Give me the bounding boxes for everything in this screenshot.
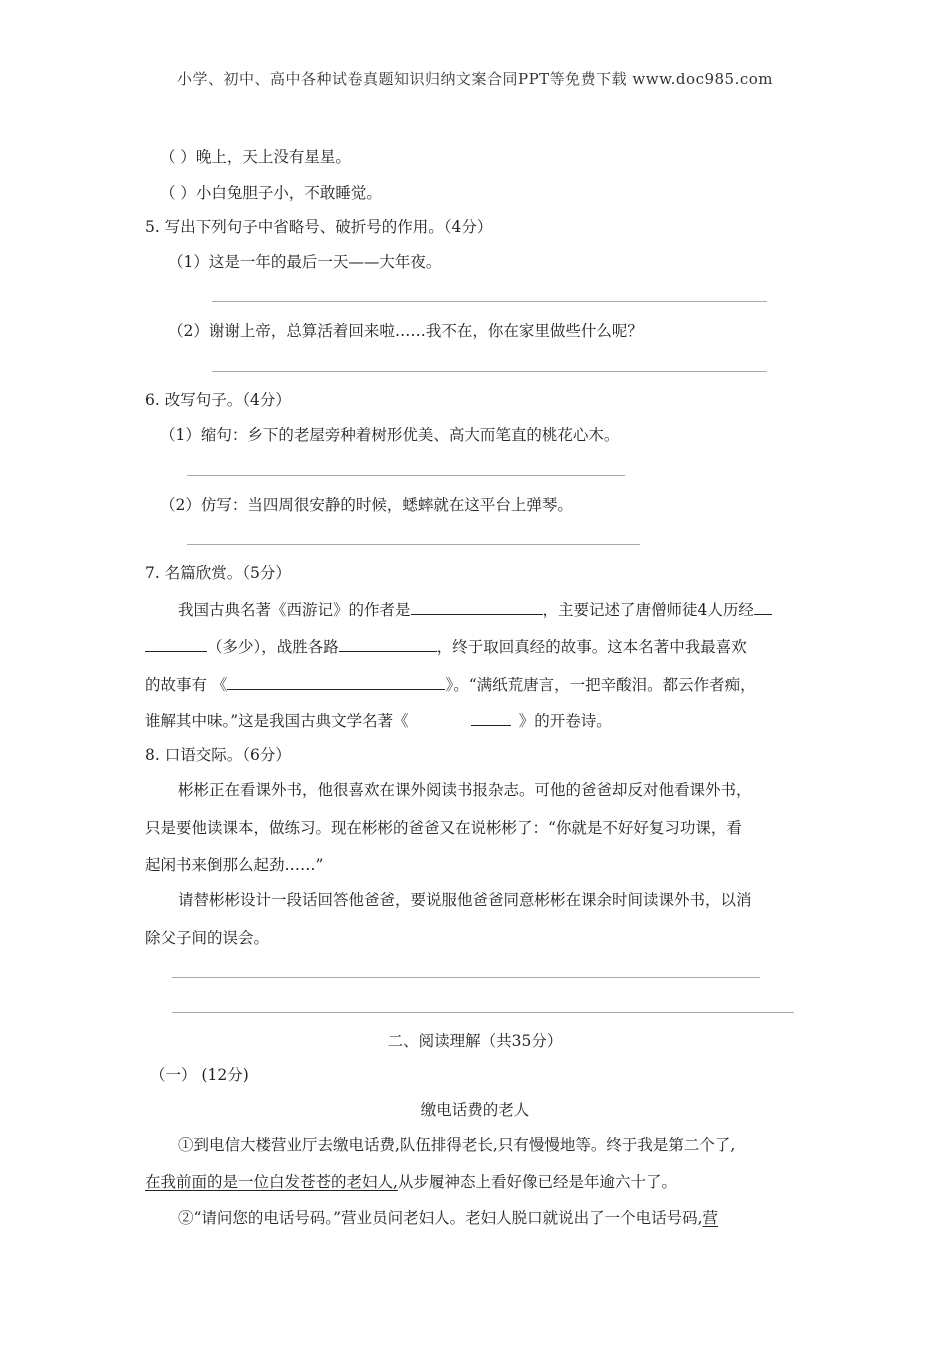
q8-para2-line-1: 请替彬彬设计一段话回答他爸爸，要说服他爸爸同意彬彬在课余时间读课外书，以消 (178, 891, 752, 909)
q8-para1-line-2: 只是要他读课本，做练习。现在彬彬的爸爸又在说彬彬了：“你就是不好好复习功课，看 (145, 819, 742, 837)
q5-title: 5. 写出下列句子中省略号、破折号的作用。（4分） (145, 218, 493, 236)
q7-title: 7. 名篇欣赏。（5分） (145, 564, 291, 582)
q4-item-2: （ ）小白兔胆子小，不敢睡觉。 (160, 184, 382, 202)
q8-answer-line-2 (172, 1012, 794, 1013)
q7-line-1-start: 我国古典名著《西游记》的作者是 (178, 601, 411, 619)
part-one-label: （一） (12分) (150, 1066, 249, 1084)
q8-para2-line-2: 除父子间的误会。 (145, 929, 270, 947)
q7-line-4-end: 》的开卷诗。 (518, 712, 612, 730)
page-header: 小学、初中、高中各种试卷真题知识归纳文案合同PPT等免费下载 www.doc985.com (176, 70, 774, 88)
q6-answer-line-1 (187, 475, 625, 476)
q8-answer-line-1 (172, 977, 760, 978)
q5-item-2: （2）谢谢上帝，总算活着回来啦……我不在，你在家里做些什么呢？ (168, 322, 643, 340)
passage-para-1-line-1: ①到电信大楼营业厅去缴电话费,队伍排得老长,只有慢慢地等。终于我是第二个了, (178, 1136, 736, 1154)
passage-para-1-rest: 从步履神态上看好像已经是年逾六十了。 (397, 1173, 677, 1191)
q7-line-1 (178, 598, 772, 620)
count-blank-start[interactable] (754, 598, 772, 615)
q7-line-3 (145, 673, 756, 695)
q7-line-2-start: （多少），战胜各路 (207, 638, 339, 656)
q7-line-1-end: ，主要记述了唐僧师徒4人历经 (542, 601, 754, 619)
q6-item-1: （1）缩句：乡下的老屋旁种着树形优美、高大而笔直的桃花心木。 (160, 426, 620, 444)
enemies-blank[interactable] (339, 635, 437, 652)
q6-item-2: （2）仿写：当四周很安静的时候，蟋蟀就在这平台上弹琴。 (160, 496, 573, 514)
q5-answer-line-2 (212, 371, 767, 372)
author-blank[interactable] (411, 598, 543, 615)
q6-answer-line-2 (187, 544, 640, 545)
underlined-fragment: 营 (702, 1209, 719, 1227)
q8-title: 8. 口语交际。（6分） (145, 746, 291, 764)
passage-para-2-line-1 (178, 1208, 718, 1228)
underlined-sentence: 在我前面的是一位白发苍苍的老妇人, (145, 1173, 398, 1191)
q5-answer-line-1 (212, 301, 767, 302)
q7-line-3-end: 》。“满纸荒唐言，一把辛酸泪。都云作者痴， (445, 676, 756, 694)
passage-title: 缴电话费的老人 (420, 1101, 530, 1119)
q7-line-4 (145, 710, 612, 731)
favorite-story-blank[interactable] (227, 673, 445, 690)
passage-para-1-line-2 (145, 1172, 677, 1192)
q4-item-1: （ ）晚上，天上没有星星。 (160, 148, 351, 166)
q8-para1-line-3: 起闲书来倒那么起劲……” (145, 856, 324, 874)
q7-line-4-start: 谁解其中味。”这是我国古典文学名著《 (145, 712, 409, 730)
q7-line-2-end: ，终于取回真经的故事。这本名著中我最喜欢 (436, 638, 747, 656)
passage-para-2-text: ②“请问您的电话号码。”营业员问老妇人。老妇人脱口就说出了一个电话号码, (178, 1209, 703, 1227)
q5-item-1: （1）这是一年的最后一天——大年夜。 (168, 253, 442, 271)
novel-name-blank[interactable] (409, 710, 519, 726)
q7-line-3-start: 的故事有 《 (145, 676, 228, 694)
q7-line-2 (145, 635, 747, 657)
q8-para1-line-1: 彬彬正在看课外书，他很喜欢在课外阅读书报杂志。可他的爸爸却反对他看课外书， (178, 781, 752, 799)
q6-title: 6. 改写句子。（4分） (145, 391, 291, 409)
count-blank-end[interactable] (145, 635, 207, 652)
section-title: 二、阅读理解（共35分） (387, 1032, 563, 1050)
